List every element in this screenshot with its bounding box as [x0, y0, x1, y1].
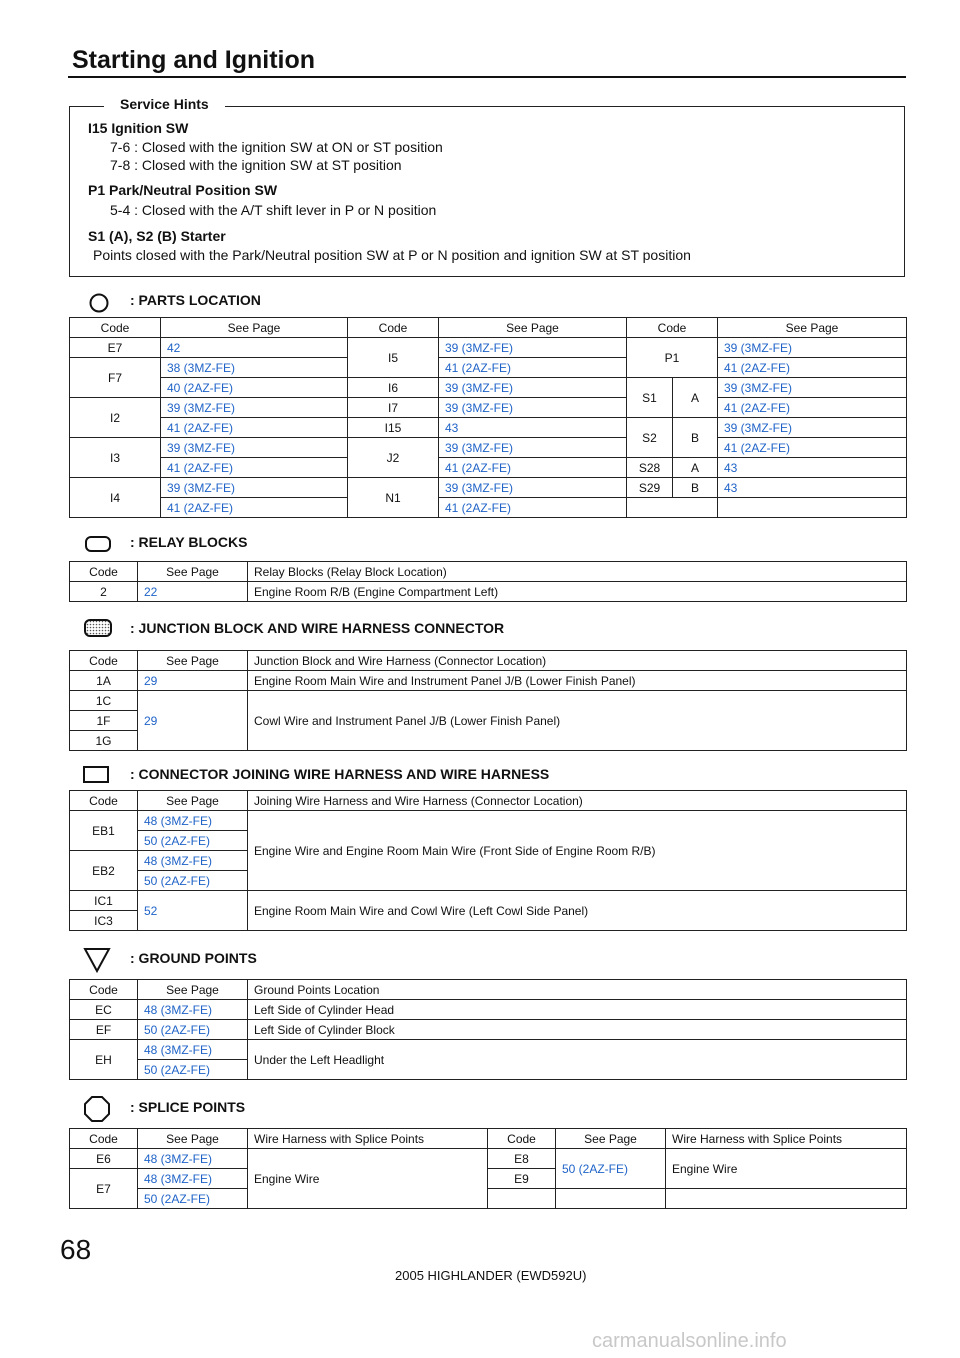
parts-location-title: : PARTS LOCATION	[130, 292, 261, 308]
parts-location-table	[69, 317, 907, 518]
code-cell: I5	[348, 338, 439, 378]
page-link[interactable]: 39 (3MZ-FE)	[718, 418, 907, 438]
code-cell: S28	[627, 458, 673, 478]
page-link[interactable]: 48 (3MZ-FE)	[138, 851, 248, 871]
page-link[interactable]: 41 (2AZ-FE)	[439, 458, 627, 478]
header-cell: Code	[488, 1129, 556, 1149]
octagon-icon	[82, 1094, 112, 1124]
code-cell: 2	[70, 582, 138, 602]
header-cell: Wire Harness with Splice Points	[248, 1129, 488, 1149]
header-cell: See Page	[138, 651, 248, 671]
code-cell: 1A	[70, 671, 138, 691]
watermark: carmanualsonline.info	[592, 1330, 787, 1352]
code-cell: E7	[70, 338, 161, 358]
table-row	[70, 891, 907, 911]
code-cell: S1	[627, 378, 673, 418]
page-link[interactable]: 29	[138, 691, 248, 751]
page-link[interactable]: 50 (2AZ-FE)	[138, 1060, 248, 1080]
header-cell: See Page	[138, 791, 248, 811]
code-cell: EC	[70, 1000, 138, 1020]
header-cell: Joining Wire Harness and Wire Harness (Connector Location)	[248, 791, 907, 811]
code-cell: A	[673, 378, 718, 418]
page-link[interactable]: 43	[439, 418, 627, 438]
header-cell: See Page	[718, 318, 907, 338]
header-cell: Junction Block and Wire Harness (Connector Location)	[248, 651, 907, 671]
code-cell: J2	[348, 438, 439, 478]
page-link[interactable]: 39 (3MZ-FE)	[439, 338, 627, 358]
code-cell: S2	[627, 418, 673, 458]
table-row	[70, 1149, 907, 1169]
code-cell: IC1	[70, 891, 138, 911]
page-link[interactable]: 48 (3MZ-FE)	[138, 1000, 248, 1020]
location-cell: Left Side of Cylinder Head	[248, 1000, 907, 1020]
title-rule	[68, 76, 906, 78]
location-cell: Engine Room Main Wire and Instrument Panel J/B (Lower Finish Panel)	[248, 671, 907, 691]
code-cell: B	[673, 418, 718, 458]
page-link[interactable]: 22	[138, 582, 248, 602]
page-link[interactable]: 50 (2AZ-FE)	[138, 1189, 248, 1209]
code-cell: I6	[348, 378, 439, 398]
connector-joining-title: : CONNECTOR JOINING WIRE HARNESS AND WIRE HARNESS	[130, 766, 550, 782]
circle-icon	[88, 292, 110, 314]
ground-points-table	[69, 979, 907, 1080]
header-cell: Relay Blocks (Relay Block Location)	[248, 562, 907, 582]
code-cell: 1F	[70, 711, 138, 731]
code-cell: I7	[348, 398, 439, 418]
page-link[interactable]: 43	[718, 478, 907, 498]
page-link[interactable]: 39 (3MZ-FE)	[718, 338, 907, 358]
header-cell: Code	[70, 318, 161, 338]
harness-cell: Engine Wire	[666, 1149, 907, 1189]
code-cell: I3	[70, 438, 161, 478]
code-cell: E8	[488, 1149, 556, 1169]
p1-line-1: 5-4 : Closed with the A/T shift lever in P or N position	[110, 202, 437, 218]
code-cell: IC3	[70, 911, 138, 931]
i15-title: I15 Ignition SW	[88, 120, 189, 136]
header-cell: Code	[70, 980, 138, 1000]
table-header	[70, 980, 907, 1000]
header-cell: See Page	[138, 980, 248, 1000]
splice-points-table	[69, 1128, 907, 1209]
code-cell: EF	[70, 1020, 138, 1040]
ground-points-title: : GROUND POINTS	[130, 950, 257, 966]
page-link[interactable]: 43	[718, 458, 907, 478]
starter-line-1: Points closed with the Park/Neutral position SW at P or N position and ignition SW at ST position	[93, 247, 691, 263]
p1-title: P1 Park/Neutral Position SW	[88, 182, 278, 198]
header-cell: See Page	[138, 562, 248, 582]
code-cell: 1G	[70, 731, 138, 751]
code-cell: E9	[488, 1169, 556, 1189]
code-cell: EB1	[70, 811, 138, 851]
code-cell: I2	[70, 398, 161, 438]
location-cell: Cowl Wire and Instrument Panel J/B (Lower Finish Panel)	[248, 691, 907, 751]
page-link[interactable]: 39 (3MZ-FE)	[439, 378, 627, 398]
splice-points-title: : SPLICE POINTS	[130, 1099, 246, 1115]
table-row	[70, 1040, 907, 1060]
code-cell: S29	[627, 478, 673, 498]
harness-cell: Engine Wire	[248, 1149, 488, 1209]
page-link[interactable]: 29	[138, 671, 248, 691]
page-link[interactable]: 39 (3MZ-FE)	[439, 398, 627, 418]
location-cell: Engine Room Main Wire and Cowl Wire (Left Cowl Side Panel)	[248, 891, 907, 931]
service-hints-legend: Service Hints	[104, 96, 225, 112]
empty-cell	[627, 498, 718, 518]
table-row	[70, 338, 907, 358]
junction-blocks-table	[69, 650, 907, 751]
table-row	[70, 498, 907, 518]
page-link[interactable]: 41 (2AZ-FE)	[161, 418, 348, 438]
header-cell: See Page	[556, 1129, 666, 1149]
page-link[interactable]: 48 (3MZ-FE)	[138, 1169, 248, 1189]
table-row	[70, 398, 907, 418]
location-cell: Engine Room R/B (Engine Compartment Left)	[248, 582, 907, 602]
header-cell: Ground Points Location	[248, 980, 907, 1000]
relay-blocks-title: : RELAY BLOCKS	[130, 534, 248, 550]
table-header	[70, 1129, 907, 1149]
service-hints-box	[69, 106, 905, 277]
table-header	[70, 791, 907, 811]
hatched-rect-icon	[83, 617, 113, 639]
table-row	[70, 1189, 907, 1209]
page-link[interactable]: 50 (2AZ-FE)	[556, 1149, 666, 1189]
empty-cell	[718, 498, 907, 518]
page-link[interactable]: 39 (3MZ-FE)	[718, 378, 907, 398]
page-link[interactable]: 48 (3MZ-FE)	[138, 1149, 248, 1169]
page-link[interactable]: 48 (3MZ-FE)	[138, 1040, 248, 1060]
page-link[interactable]: 48 (3MZ-FE)	[138, 811, 248, 831]
page-link[interactable]: 39 (3MZ-FE)	[161, 398, 348, 418]
header-cell: Code	[70, 1129, 138, 1149]
code-cell: EH	[70, 1040, 138, 1080]
connector-joining-table	[69, 790, 907, 931]
empty-cell	[556, 1189, 666, 1209]
page-link[interactable]: 50 (2AZ-FE)	[138, 831, 248, 851]
code-cell: A	[673, 458, 718, 478]
relay-blocks-table	[69, 561, 907, 602]
page-title: Starting and Ignition	[72, 46, 316, 74]
page-link[interactable]: 41 (2AZ-FE)	[718, 398, 907, 418]
table-header	[70, 562, 907, 582]
table-row	[70, 438, 907, 458]
code-cell: P1	[627, 338, 718, 378]
table-row	[70, 358, 907, 378]
table-row	[70, 458, 907, 478]
empty-cell	[666, 1189, 907, 1209]
code-cell: B	[673, 478, 718, 498]
page-link[interactable]: 40 (2AZ-FE)	[161, 378, 348, 398]
code-cell: E6	[70, 1149, 138, 1169]
table-row	[70, 811, 907, 831]
triangle-icon	[82, 946, 112, 974]
code-cell: E7	[70, 1169, 138, 1209]
header-cell: Code	[70, 562, 138, 582]
page-link[interactable]: 42	[161, 338, 348, 358]
page-link[interactable]: 41 (2AZ-FE)	[718, 438, 907, 458]
page-link[interactable]: 39 (3MZ-FE)	[439, 438, 627, 458]
header-cell: Code	[627, 318, 718, 338]
page-link[interactable]: 41 (2AZ-FE)	[718, 358, 907, 378]
junction-blocks-title: : JUNCTION BLOCK AND WIRE HARNESS CONNECTOR	[130, 620, 505, 636]
location-cell: Under the Left Headlight	[248, 1040, 907, 1080]
page-link[interactable]: 39 (3MZ-FE)	[439, 478, 627, 498]
table-row	[70, 378, 907, 398]
table-header	[70, 651, 907, 671]
page-link[interactable]: 52	[138, 891, 248, 931]
table-header	[70, 318, 907, 338]
header-cell: Code	[70, 791, 138, 811]
table-row	[70, 691, 907, 711]
starter-title: S1 (A), S2 (B) Starter	[88, 228, 226, 244]
code-cell: N1	[348, 478, 439, 518]
page-link[interactable]: 41 (2AZ-FE)	[439, 358, 627, 378]
table-row	[70, 418, 907, 438]
table-row	[70, 582, 907, 602]
table-row	[70, 1020, 907, 1040]
square-rect-icon	[82, 764, 110, 784]
page-link[interactable]: 50 (2AZ-FE)	[138, 1020, 248, 1040]
page-number: 68	[60, 1234, 92, 1265]
i15-line-1: 7-6 : Closed with the ignition SW at ON or ST position	[110, 139, 443, 155]
header-cell: See Page	[138, 1129, 248, 1149]
empty-cell	[488, 1189, 556, 1209]
code-cell: EB2	[70, 851, 138, 891]
table-row	[70, 1000, 907, 1020]
table-row	[70, 478, 907, 498]
header-cell: Code	[348, 318, 439, 338]
header-cell: See Page	[161, 318, 348, 338]
table-row	[70, 671, 907, 691]
footer-text: 2005 HIGHLANDER (EWD592U)	[395, 1268, 587, 1283]
header-cell: Wire Harness with Splice Points	[666, 1129, 907, 1149]
code-cell: 1C	[70, 691, 138, 711]
page-link[interactable]: 50 (2AZ-FE)	[138, 871, 248, 891]
location-cell: Left Side of Cylinder Block	[248, 1020, 907, 1040]
code-cell: F7	[70, 358, 161, 398]
code-cell: I4	[70, 478, 161, 518]
header-cell: Code	[70, 651, 138, 671]
i15-line-2: 7-8 : Closed with the ignition SW at ST position	[110, 157, 402, 173]
page-link[interactable]: 41 (2AZ-FE)	[161, 498, 348, 518]
page-link[interactable]: 41 (2AZ-FE)	[439, 498, 627, 518]
page-link[interactable]: 39 (3MZ-FE)	[161, 478, 348, 498]
header-cell: See Page	[439, 318, 627, 338]
location-cell: Engine Wire and Engine Room Main Wire (Front Side of Engine Room R/B)	[248, 811, 907, 891]
page-link[interactable]: 39 (3MZ-FE)	[161, 438, 348, 458]
page-link[interactable]: 41 (2AZ-FE)	[161, 458, 348, 478]
page-link[interactable]: 38 (3MZ-FE)	[161, 358, 348, 378]
rounded-rect-icon	[84, 534, 112, 554]
code-cell: I15	[348, 418, 439, 438]
